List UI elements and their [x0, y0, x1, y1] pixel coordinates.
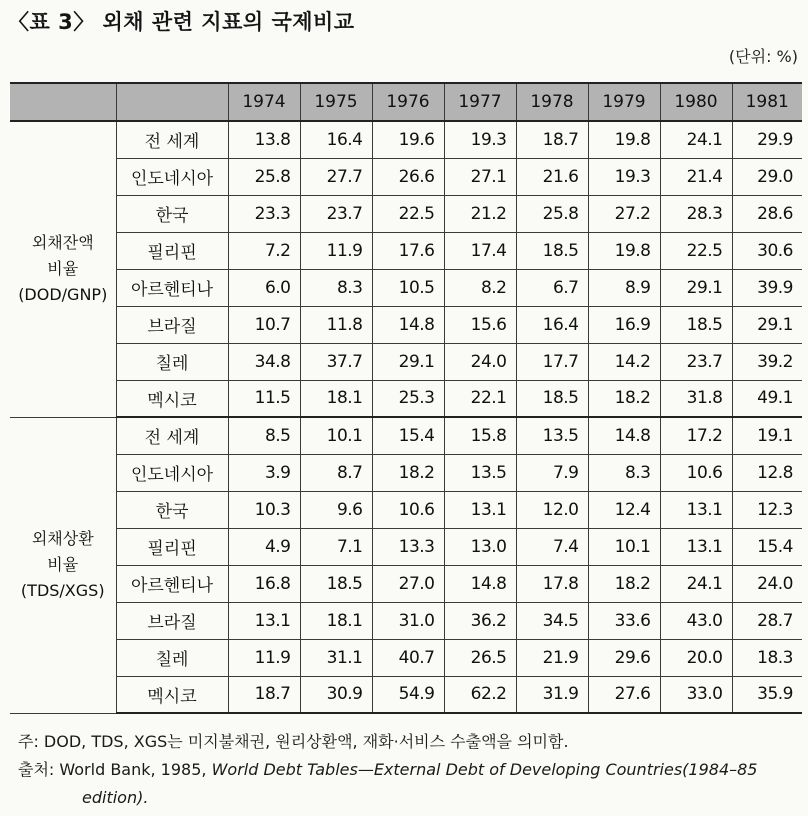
group-label-line: 외채상환	[31, 529, 94, 548]
value-cell: 19.6	[372, 121, 444, 158]
value-cell: 62.2	[444, 676, 516, 713]
value-cell: 30.9	[300, 676, 372, 713]
table-row	[10, 491, 802, 528]
value-cell: 12.8	[732, 454, 802, 491]
value-cell: 21.9	[516, 639, 588, 676]
value-cell: 15.4	[732, 528, 802, 565]
value-cell: 12.0	[516, 491, 588, 528]
group-label	[10, 417, 116, 713]
value-cell: 21.4	[660, 158, 732, 195]
group-label-line: 비율	[47, 259, 79, 279]
year-header: 1975	[300, 83, 372, 121]
value-cell: 15.8	[444, 417, 516, 454]
value-cell: 54.9	[372, 676, 444, 713]
group-label-line: 외채잔액	[31, 233, 94, 253]
value-cell: 34.5	[516, 602, 588, 639]
table-header	[10, 83, 802, 121]
value-cell: 19.3	[588, 158, 660, 195]
value-cell: 4.9	[228, 528, 300, 565]
table-row	[10, 639, 802, 676]
country-cell: 인도네시아	[116, 454, 228, 491]
source-line	[18, 756, 798, 784]
comparison-table	[10, 82, 802, 714]
value-cell: 13.5	[516, 417, 588, 454]
value-cell: 31.0	[372, 602, 444, 639]
value-cell: 21.2	[444, 195, 516, 232]
year-header: 1976	[372, 83, 444, 121]
country-cell: 브라질	[116, 306, 228, 343]
value-cell: 17.8	[516, 565, 588, 602]
country-cell: 아르헨티나	[116, 269, 228, 306]
value-cell: 18.2	[588, 380, 660, 417]
value-cell: 11.9	[228, 639, 300, 676]
value-cell: 24.0	[444, 343, 516, 380]
value-cell: 16.8	[228, 565, 300, 602]
value-cell: 18.1	[300, 380, 372, 417]
value-cell: 49.1	[732, 380, 802, 417]
table-body	[10, 121, 802, 713]
value-cell: 29.9	[732, 121, 802, 158]
table-row	[10, 195, 802, 232]
value-cell: 24.1	[660, 565, 732, 602]
value-cell: 43.0	[660, 602, 732, 639]
value-cell: 30.6	[732, 232, 802, 269]
source-title: World Debt Tables—External Debt of Developing Countries(1984–85	[211, 760, 758, 779]
value-cell: 16.4	[300, 121, 372, 158]
value-cell: 10.6	[660, 454, 732, 491]
value-cell: 18.7	[516, 121, 588, 158]
table-row	[10, 380, 802, 417]
source-prefix: 출처: World Bank, 1985,	[18, 760, 212, 779]
value-cell: 3.9	[228, 454, 300, 491]
value-cell: 13.1	[660, 528, 732, 565]
value-cell: 18.5	[516, 232, 588, 269]
value-cell: 24.0	[732, 565, 802, 602]
value-cell: 8.3	[588, 454, 660, 491]
value-cell: 25.8	[228, 158, 300, 195]
value-cell: 18.5	[516, 380, 588, 417]
value-cell: 17.6	[372, 232, 444, 269]
value-cell: 23.7	[660, 343, 732, 380]
notes	[18, 728, 798, 812]
value-cell: 22.1	[444, 380, 516, 417]
country-cell: 브라질	[116, 602, 228, 639]
value-cell: 18.5	[660, 306, 732, 343]
value-cell: 18.5	[300, 565, 372, 602]
value-cell: 29.1	[732, 306, 802, 343]
value-cell: 39.9	[732, 269, 802, 306]
value-cell: 7.2	[228, 232, 300, 269]
value-cell: 7.4	[516, 528, 588, 565]
value-cell: 26.6	[372, 158, 444, 195]
group-label-line: (DOD/GNP)	[18, 285, 108, 305]
year-header: 1974	[228, 83, 300, 121]
value-cell: 11.5	[228, 380, 300, 417]
country-cell: 아르헨티나	[116, 565, 228, 602]
table-row	[10, 528, 802, 565]
value-cell: 13.5	[444, 454, 516, 491]
value-cell: 14.2	[588, 343, 660, 380]
table-row	[10, 602, 802, 639]
value-cell: 6.7	[516, 269, 588, 306]
value-cell: 27.6	[588, 676, 660, 713]
value-cell: 13.8	[228, 121, 300, 158]
country-cell: 한국	[116, 491, 228, 528]
value-cell: 22.5	[372, 195, 444, 232]
header-row	[10, 83, 802, 121]
value-cell: 20.0	[660, 639, 732, 676]
value-cell: 11.9	[300, 232, 372, 269]
country-cell: 한국	[116, 195, 228, 232]
value-cell: 8.9	[588, 269, 660, 306]
value-cell: 26.5	[444, 639, 516, 676]
value-cell: 6.0	[228, 269, 300, 306]
value-cell: 18.1	[300, 602, 372, 639]
unit-label: (단위: %)	[728, 47, 798, 66]
value-cell: 17.2	[660, 417, 732, 454]
value-cell: 23.3	[228, 195, 300, 232]
value-cell: 13.1	[660, 491, 732, 528]
value-cell: 10.5	[372, 269, 444, 306]
country-cell: 전 세계	[116, 417, 228, 454]
value-cell: 31.1	[300, 639, 372, 676]
country-cell: 필리핀	[116, 232, 228, 269]
table-row	[10, 454, 802, 491]
value-cell: 8.5	[228, 417, 300, 454]
value-cell: 12.3	[732, 491, 802, 528]
value-cell: 10.3	[228, 491, 300, 528]
year-header: 1978	[516, 83, 588, 121]
value-cell: 8.2	[444, 269, 516, 306]
group-label-line: 비율	[47, 555, 79, 574]
value-cell: 10.7	[228, 306, 300, 343]
country-cell: 멕시코	[116, 380, 228, 417]
value-cell: 33.0	[660, 676, 732, 713]
value-cell: 10.1	[588, 528, 660, 565]
value-cell: 27.2	[588, 195, 660, 232]
value-cell: 21.6	[516, 158, 588, 195]
value-cell: 19.1	[732, 417, 802, 454]
country-cell: 필리핀	[116, 528, 228, 565]
value-cell: 15.4	[372, 417, 444, 454]
year-header: 1979	[588, 83, 660, 121]
table-row	[10, 343, 802, 380]
value-cell: 14.8	[444, 565, 516, 602]
year-header: 1980	[660, 83, 732, 121]
value-cell: 18.2	[372, 454, 444, 491]
value-cell: 27.0	[372, 565, 444, 602]
note-line: 주: DOD, TDS, XGS는 미지불채권, 원리상환액, 재화·서비스 수출액을 의미함.	[18, 732, 569, 751]
value-cell: 35.9	[732, 676, 802, 713]
value-cell: 11.8	[300, 306, 372, 343]
value-cell: 25.3	[372, 380, 444, 417]
value-cell: 29.1	[372, 343, 444, 380]
value-cell: 28.3	[660, 195, 732, 232]
value-cell: 31.9	[516, 676, 588, 713]
value-cell: 25.8	[516, 195, 588, 232]
source-line-cont	[18, 784, 798, 812]
value-cell: 27.1	[444, 158, 516, 195]
table-row	[10, 158, 802, 195]
table-row	[10, 306, 802, 343]
value-cell: 10.6	[372, 491, 444, 528]
value-cell: 14.8	[372, 306, 444, 343]
table-row	[10, 565, 802, 602]
value-cell: 18.2	[588, 565, 660, 602]
value-cell: 8.7	[300, 454, 372, 491]
table-title: 〈표 3〉 외채 관련 지표의 국제비교	[8, 10, 355, 34]
value-cell: 23.7	[300, 195, 372, 232]
country-cell: 인도네시아	[116, 158, 228, 195]
value-cell: 17.7	[516, 343, 588, 380]
value-cell: 12.4	[588, 491, 660, 528]
country-cell: 칠레	[116, 343, 228, 380]
value-cell: 18.3	[732, 639, 802, 676]
table-row	[10, 232, 802, 269]
value-cell: 15.6	[444, 306, 516, 343]
value-cell: 28.7	[732, 602, 802, 639]
value-cell: 19.3	[444, 121, 516, 158]
country-cell: 칠레	[116, 639, 228, 676]
value-cell: 37.7	[300, 343, 372, 380]
value-cell: 33.6	[588, 602, 660, 639]
source-title-cont: edition).	[82, 788, 149, 807]
value-cell: 34.8	[228, 343, 300, 380]
value-cell: 7.9	[516, 454, 588, 491]
value-cell: 29.1	[660, 269, 732, 306]
value-cell: 36.2	[444, 602, 516, 639]
value-cell: 10.1	[300, 417, 372, 454]
value-cell: 7.1	[300, 528, 372, 565]
value-cell: 31.8	[660, 380, 732, 417]
value-cell: 17.4	[444, 232, 516, 269]
value-cell: 9.6	[300, 491, 372, 528]
country-cell: 멕시코	[116, 676, 228, 713]
header-country-cell	[116, 83, 228, 121]
value-cell: 40.7	[372, 639, 444, 676]
table-row	[10, 269, 802, 306]
value-cell: 8.3	[300, 269, 372, 306]
value-cell: 28.6	[732, 195, 802, 232]
value-cell: 13.1	[228, 602, 300, 639]
value-cell: 13.1	[444, 491, 516, 528]
year-header: 1977	[444, 83, 516, 121]
table-row	[10, 417, 802, 454]
value-cell: 19.8	[588, 121, 660, 158]
year-header: 1981	[732, 83, 802, 121]
value-cell: 16.4	[516, 306, 588, 343]
group-label	[10, 121, 116, 417]
value-cell: 18.7	[228, 676, 300, 713]
table-row	[10, 676, 802, 713]
value-cell: 39.2	[732, 343, 802, 380]
value-cell: 27.7	[300, 158, 372, 195]
value-cell: 22.5	[660, 232, 732, 269]
value-cell: 14.8	[588, 417, 660, 454]
value-cell: 19.8	[588, 232, 660, 269]
value-cell: 29.6	[588, 639, 660, 676]
group-label-line: (TDS/XGS)	[20, 581, 105, 600]
country-cell: 전 세계	[116, 121, 228, 158]
table-row	[10, 121, 802, 158]
value-cell: 16.9	[588, 306, 660, 343]
value-cell: 24.1	[660, 121, 732, 158]
header-group-cell	[10, 83, 116, 121]
value-cell: 29.0	[732, 158, 802, 195]
value-cell: 13.0	[444, 528, 516, 565]
value-cell: 13.3	[372, 528, 444, 565]
